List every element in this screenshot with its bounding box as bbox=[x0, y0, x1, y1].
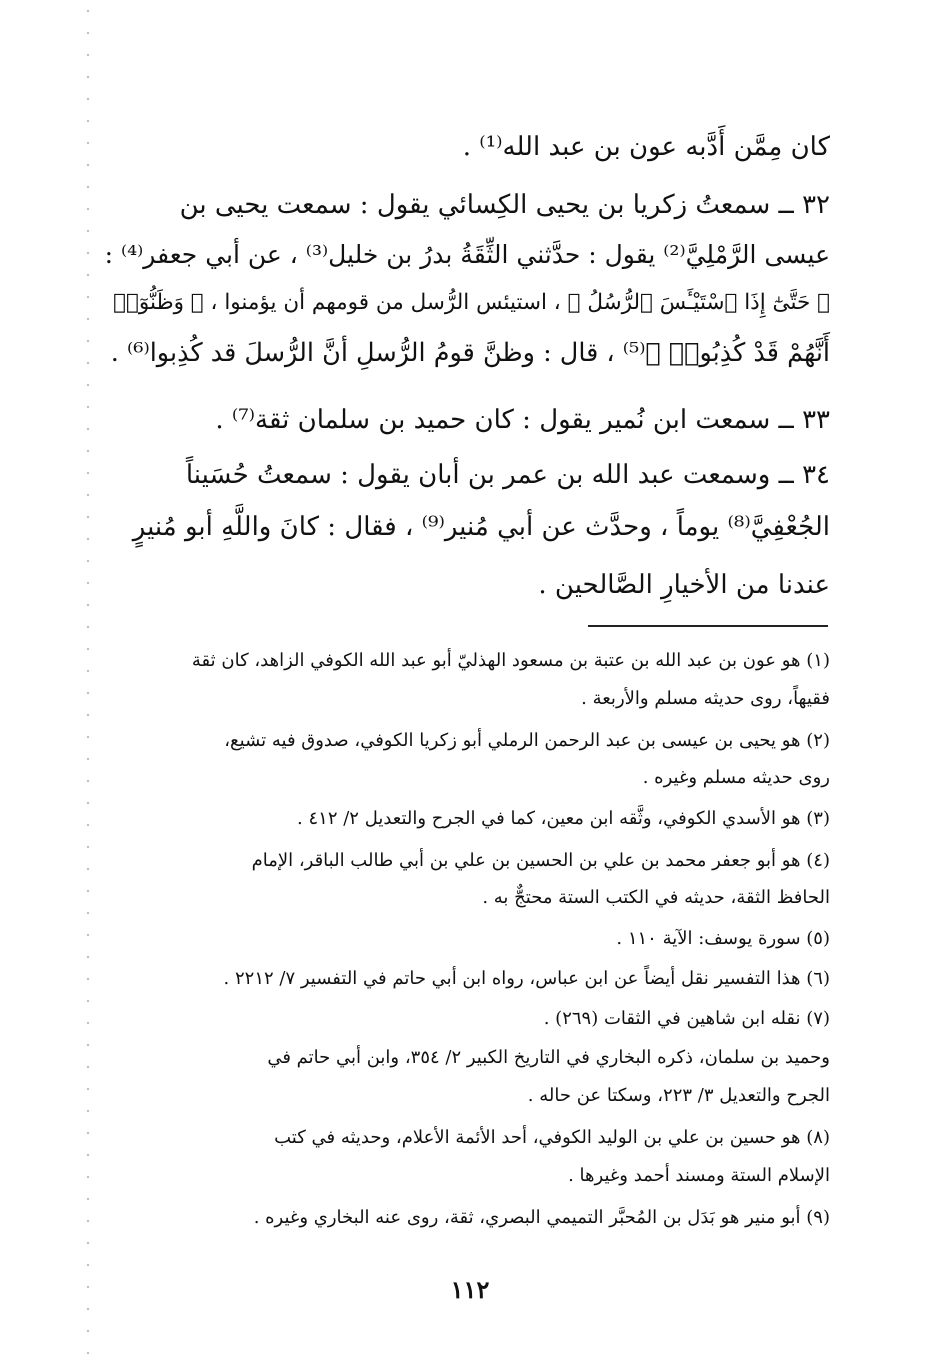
body-line: عيسى الرَّمْلِيَّ⁽²⁾ يقول : حدَّثني الثِّقَةُ بدرُ بن خليل⁽³⁾ ، عن أبي جعفر⁽⁴⁾ : bbox=[104, 240, 830, 269]
footnote-line: (٢) هو يحيى بن عيسى بن عبد الرحمن الرملي أبو زكريا الكوفي، صدوق فيه تشيع، bbox=[224, 730, 830, 751]
footnote-line: الحافظ الثقة، حديثه في الكتب الستة محتجٌّ به . bbox=[482, 887, 830, 908]
footnote-separator bbox=[588, 625, 828, 627]
body-line: عندنا من الأخيارِ الصَّالحين . bbox=[538, 570, 830, 600]
footnote-line: فقيهاً، روى حديثه مسلم والأربعة . bbox=[581, 688, 830, 709]
body-line: أَنَّهُمْ قَدْ كُذِبُوا۟ ﴾⁽⁵⁾ ، قال : وظنَّ قومُ الرُّسلِ أنَّ الرُّسلَ قد كُذِبوا⁽⁶⁾ . bbox=[110, 338, 830, 368]
footnote-line: وحميد بن سلمان، ذكره البخاري في التاريخ الكبير ٢/ ٣٥٤، وابن أبي حاتم في bbox=[267, 1047, 830, 1068]
footnote-line: (٩) أبو منير هو بَدَل بن المُحبَّر التميمي البصري، ثقة، روى عنه البخاري وغيره . bbox=[253, 1207, 830, 1228]
footnote-line: (٧) نقله ابن شاهين في الثقات (٢٦٩) . bbox=[543, 1008, 830, 1029]
footnote-line: (٨) هو حسين بن علي بن الوليد الكوفي، أحد الأئمة الأعلام، وحديثه في كتب bbox=[274, 1127, 830, 1148]
body-line: ٣٣ ــ سمعت ابن نُمير يقول : كان حميد بن سلمان ثقة⁽⁷⁾ . bbox=[215, 405, 830, 435]
footnote-line: (٥) سورة يوسف: الآية ١١٠ . bbox=[616, 928, 830, 949]
body-line: الجُعْفِيَّ⁽⁸⁾ يوماً ، وحدَّث عن أبي مُنير⁽⁹⁾ ، فقال : كانَ واللَّهِ أبو مُنيرٍ bbox=[132, 512, 830, 542]
body-line: ﴿ حَتَّىٰٓ إِذَا ٱسْتَيْـَٔسَ ٱلرُّسُلُ ﴾ ، استيئس الرُّسل من قومهم أن يؤمنوا ، ﴿ وَظَنُّوٓا۟ bbox=[113, 290, 830, 315]
body-line: ٣٤ ــ وسمعت عبد الله بن عمر بن أبان يقول : سمعتُ حُسَيناً bbox=[185, 460, 830, 490]
footnote-line: (٦) هذا التفسير نقل أيضاً عن ابن عباس، رواه ابن أبي حاتم في التفسير ٧/ ٢٢١٢ . bbox=[223, 968, 830, 989]
footnote-line: الإسلام الستة ومسند أحمد وغيرها . bbox=[568, 1165, 830, 1186]
body-line: ٣٢ ــ سمعتُ زكريا بن يحيى الكِسائي يقول : سمعت يحيى بن bbox=[179, 190, 830, 220]
page-number: ١١٢ bbox=[450, 1275, 490, 1304]
footnote-line: الجرح والتعديل ٣/ ٢٢٣، وسكتا عن حاله . bbox=[527, 1085, 830, 1106]
footnote-line: (١) هو عون بن عبد الله بن عتبة بن مسعود الهذليّ أبو عبد الله الكوفي الزاهد، كان ثقة bbox=[191, 650, 830, 671]
body-line: كان مِمَّن أَدَّبه عون بن عبد الله⁽¹⁾ . bbox=[462, 132, 830, 162]
footnote-line: (٣) هو الأسدي الكوفي، وثَّقه ابن معين، كما في الجرح والتعديل ٢/ ٤١٢ . bbox=[297, 808, 830, 829]
footnote-line: روى حديثه مسلم وغيره . bbox=[642, 767, 830, 788]
footnote-line: (٤) هو أبو جعفر محمد بن علي بن الحسين بن علي بن أبي طالب الباقر، الإمام bbox=[251, 850, 830, 871]
margin-dots bbox=[86, 0, 90, 1361]
